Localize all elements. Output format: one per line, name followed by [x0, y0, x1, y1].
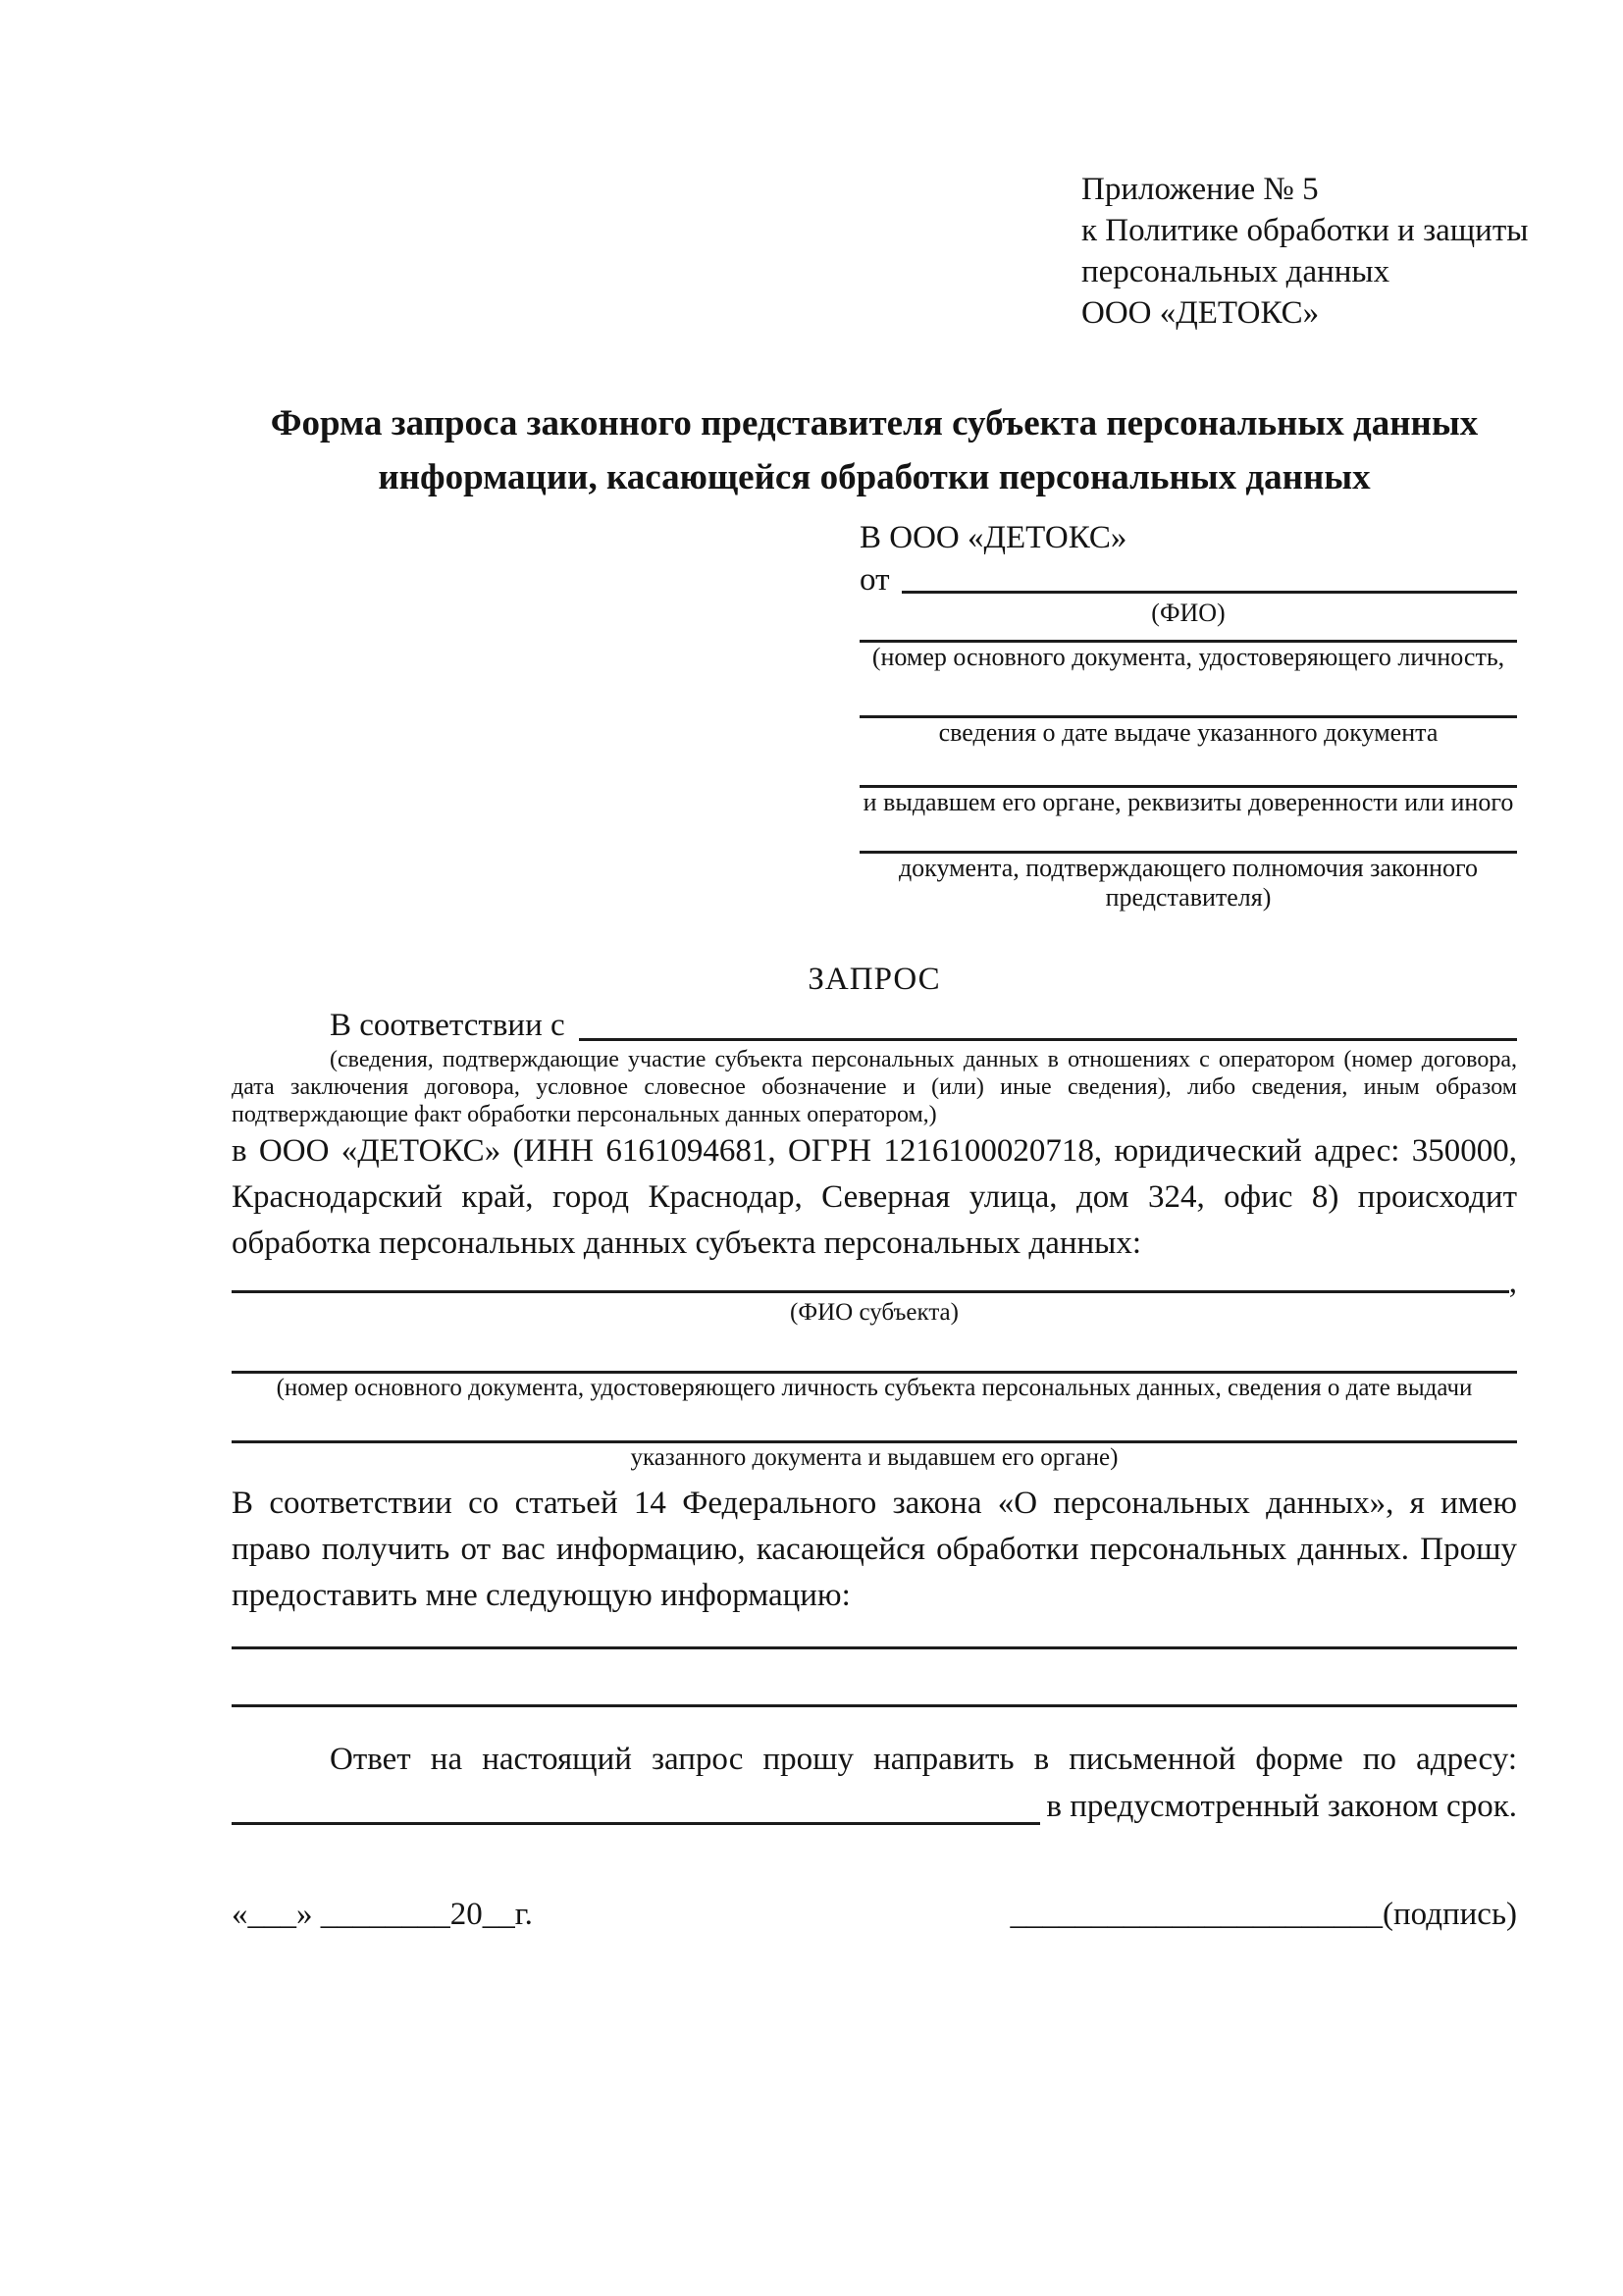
appendix-block: [1081, 169, 1529, 334]
accordance-row: [232, 1005, 1517, 1046]
appendix-line-1: Приложение № 5: [1081, 172, 1319, 207]
operator-paragraph: в ООО «ДЕТОКС» (ИНН 6161094681, ОГРН 1216100020718, юридический адрес: 350000, Краснодарский край, город Краснодар, Северная улица, дом 324, офис 8) происходит обработка персональных данных субъекта персональных данных:: [232, 1133, 1517, 1261]
subject-fio-comma: ,: [1508, 1265, 1517, 1300]
appendix-line-3: персональных данных: [1081, 254, 1390, 289]
reply-address-row: [232, 1783, 1517, 1830]
signature-field: [1011, 1893, 1518, 1936]
from-label: от: [860, 562, 890, 598]
subject-doc-caption-2: указанного документа и выдавшем его органе): [630, 1444, 1119, 1471]
caption-authority-doc: документа, подтверждающего полномочия законного представителя): [898, 854, 1479, 912]
request-heading: ЗАПРОС: [808, 962, 941, 997]
signature-blank-line: _______________________: [1010, 1897, 1383, 1932]
subject-doc-caption-1: (номер основного документа, удостоверяющего личность субъекта персональных данных, сведения о дате выдачи: [276, 1375, 1473, 1401]
subject-fio-caption: (ФИО субъекта): [790, 1299, 959, 1326]
accordance-caption: (сведения, подтверждающие участие субъекта персональных данных в отношениях с оператором (номер договора, дата заключения договора, условное словесное обозначение и (или) иные сведения), либо сведения, иным образом подтверждающие факт обработки персональных данных оператором,): [232, 1047, 1517, 1127]
accordance-lead: В соответствии с: [330, 1008, 565, 1043]
from-field-row: [860, 561, 1517, 599]
addressee-organization: В ООО «ДЕТОКС»: [860, 520, 1127, 555]
accordance-blank-line: [579, 1005, 1517, 1041]
addressee-block: [860, 514, 1517, 913]
date-field: «___» ________20__г.: [232, 1897, 533, 1932]
reply-deadline-text: в предусмотренный законом срок.: [1046, 1789, 1517, 1824]
subject-fio-row: [232, 1267, 1517, 1298]
appendix-line-4: ООО «ДЕТОКС»: [1081, 295, 1320, 331]
info-blank-line-2: [232, 1704, 1517, 1707]
footer-row: [232, 1893, 1517, 1936]
appendix-line-2: к Политике обработки и защиты: [1081, 213, 1529, 248]
caption-fio: (ФИО): [1151, 599, 1226, 627]
reply-instruction: Ответ на настоящий запрос прошу направить в письменной форме по адресу:: [330, 1742, 1517, 1777]
signature-caption: (подпись): [1383, 1897, 1517, 1932]
info-blank-line-1: [232, 1646, 1517, 1649]
law-paragraph: В соответствии со статьей 14 Федерального закона «О персональных данных», я имею право получить от вас информацию, касающейся обработки персональных данных. Прошу предоставить мне следующую информацию:: [232, 1486, 1517, 1613]
caption-issue-date: сведения о дате выдаче указанного документа: [938, 718, 1439, 747]
from-blank-line: [902, 561, 1518, 594]
subject-fio-blank-line: [232, 1267, 1509, 1293]
caption-doc-number: (номер основного документа, удостоверяющего личность,: [871, 643, 1505, 671]
document-content: [232, 0, 1529, 1936]
reply-address-blank-line: [232, 1783, 1040, 1825]
caption-issuing-authority: и выдавшем его органе, реквизиты доверенности или иного: [863, 788, 1514, 816]
form-title: Форма запроса законного представителя субъекта персональных данных информации, касающейся обработки персональных данных: [270, 403, 1479, 497]
